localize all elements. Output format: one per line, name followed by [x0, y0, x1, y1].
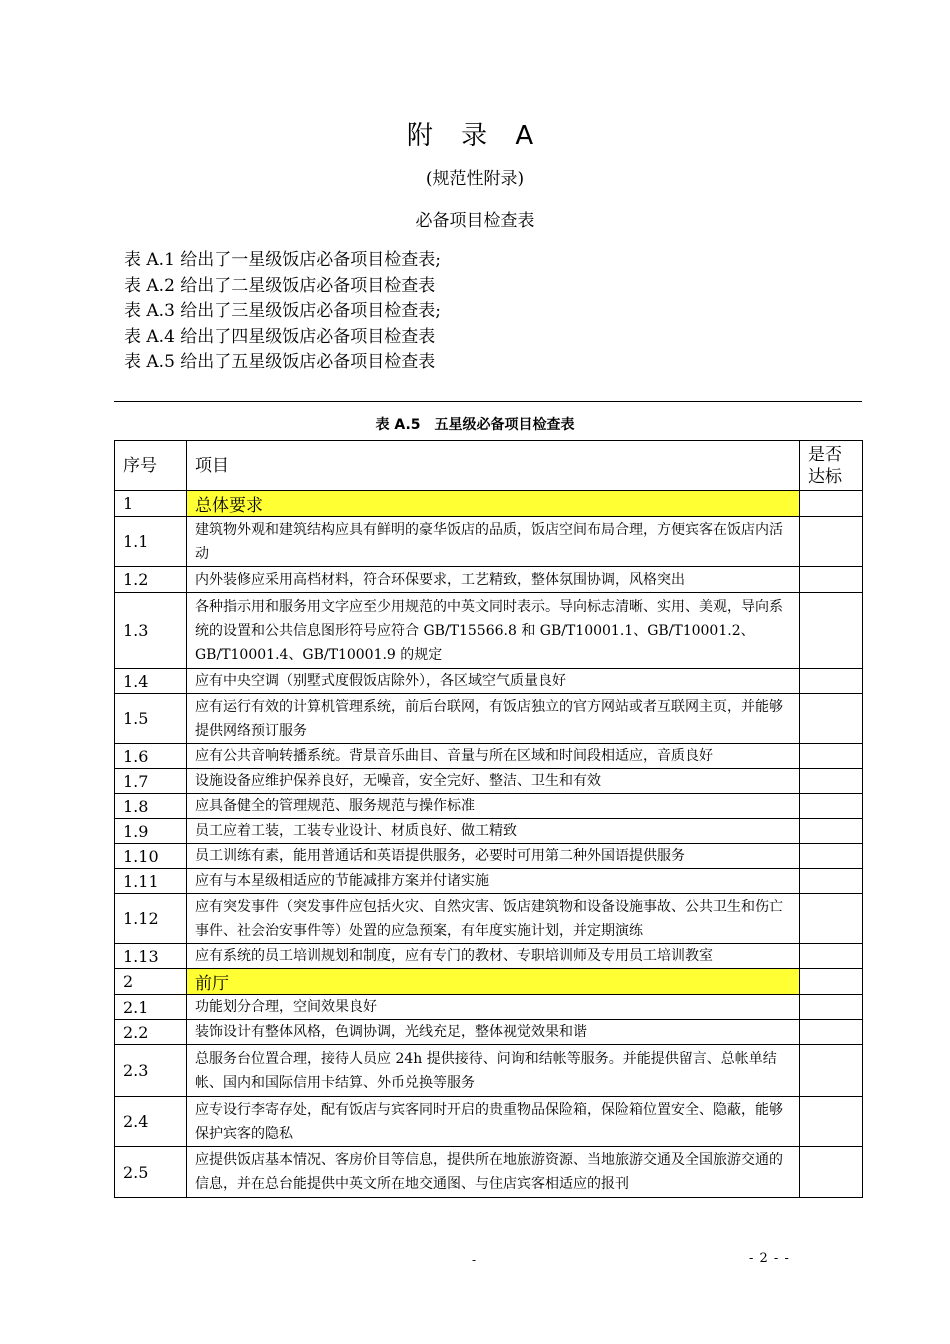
check-cell[interactable] [800, 794, 863, 819]
row-number: 1.8 [115, 794, 187, 819]
row-number: 1.12 [115, 894, 187, 944]
table-row [115, 995, 863, 1020]
header-item: 项目 [187, 441, 800, 491]
table-row [115, 1045, 863, 1097]
section-title: 前厅 [187, 969, 800, 995]
row-text: 总服务台位置合理，接待人员应 24h 提供接待、问询和结帐等服务。并能提供留言、总帐单结帐、国内和国际信用卡结算、外币兑换等服务 [187, 1045, 800, 1097]
row-number: 1.4 [115, 669, 187, 694]
row-text: 员工训练有素，能用普通话和英语提供服务，必要时可用第二种外国语提供服务 [187, 844, 800, 869]
check-cell[interactable] [800, 567, 863, 593]
row-number: 2.4 [115, 1097, 187, 1147]
table-row [115, 844, 863, 869]
check-cell[interactable] [800, 995, 863, 1020]
row-text: 设施设备应维护保养良好，无噪音，安全完好、整洁、卫生和有效 [187, 769, 800, 794]
table-row [115, 894, 863, 944]
check-cell[interactable] [800, 694, 863, 744]
check-cell[interactable] [800, 769, 863, 794]
check-cell[interactable] [800, 593, 863, 669]
check-cell[interactable] [800, 844, 863, 869]
intro-line: 表 A.1 给出了一星级饭店必备项目检查表; [124, 250, 442, 270]
row-number: 1.9 [115, 819, 187, 844]
row-number: 1 [115, 491, 187, 517]
table-row [115, 593, 863, 669]
check-cell[interactable] [800, 1020, 863, 1045]
row-number: 2 [115, 969, 187, 995]
check-cell[interactable] [800, 1045, 863, 1097]
table-row [115, 1147, 863, 1198]
check-cell[interactable] [800, 491, 863, 517]
intro-line: 表 A.5 给出了五星级饭店必备项目检查表 [124, 352, 436, 372]
appendix-title: 附 录 A [406, 121, 544, 151]
check-cell[interactable] [800, 944, 863, 969]
table-row [115, 869, 863, 894]
row-number: 1.1 [115, 517, 187, 567]
row-text: 各种指示用和服务用文字应至少用规范的中英文同时表示。导向标志清晰、实用、美观，导向系统的设置和公共信息图形符号应符合 GB/T15566.8 和 GB/T10001.1、GB/T10001.2、GB/T10001.4、GB/T10001.9 的规定 [187, 593, 800, 669]
row-number: 1.6 [115, 744, 187, 769]
page-number: - 2 - - [749, 1251, 790, 1266]
table-row [115, 944, 863, 969]
appendix-subtitle: (规范性附录) [425, 169, 525, 189]
table-row [115, 1097, 863, 1147]
table-row [115, 1020, 863, 1045]
row-text: 应有与本星级相适应的节能减排方案并付诸实施 [187, 869, 800, 894]
horizontal-rule [114, 401, 862, 402]
check-cell[interactable] [800, 744, 863, 769]
check-cell[interactable] [800, 1097, 863, 1147]
table-row-section [115, 969, 863, 995]
intro-line: 表 A.4 给出了四星级饭店必备项目检查表 [124, 326, 436, 347]
intro-paragraph [124, 248, 441, 376]
check-cell[interactable] [800, 894, 863, 944]
table-row [115, 769, 863, 794]
row-number: 1.13 [115, 944, 187, 969]
table-caption: 表 A.5 五星级必备项目检查表 [375, 417, 575, 433]
row-text: 应有运行有效的计算机管理系统，前后台联网，有饭店独立的官方网站或者互联网主页，并能够提供网络预订服务 [187, 694, 800, 744]
row-text: 装饰设计有整体风格，色调协调，光线充足，整体视觉效果和谐 [187, 1020, 800, 1045]
check-cell[interactable] [800, 517, 863, 567]
row-text: 应有中央空调（别墅式度假饭店除外），各区域空气质量良好 [187, 669, 800, 694]
row-number: 1.3 [115, 593, 187, 669]
table-row [115, 794, 863, 819]
appendix-heading: 必备项目检查表 [415, 211, 535, 231]
row-number: 1.10 [115, 844, 187, 869]
row-text: 应有公共音响转播系统。背景音乐曲目、音量与所在区域和时间段相适应，音质良好 [187, 744, 800, 769]
check-cell[interactable] [800, 869, 863, 894]
row-text: 员工应着工装，工装专业设计、材质良好、做工精致 [187, 819, 800, 844]
footer-dot: - [472, 1253, 477, 1267]
row-text: 应提供饭店基本情况、客房价目等信息，提供所在地旅游资源、当地旅游交通及全国旅游交通的信息，并在总台能提供中英文所在地交通图、与住店宾客相适应的报刊 [187, 1147, 800, 1198]
check-cell[interactable] [800, 819, 863, 844]
header-number: 序号 [115, 441, 187, 491]
section-title: 总体要求 [187, 491, 800, 517]
table-row-section [115, 491, 863, 517]
intro-line: 表 A.2 给出了二星级饭店必备项目检查表 [124, 275, 436, 296]
table-row [115, 567, 863, 593]
row-text: 功能划分合理，空间效果良好 [187, 995, 800, 1020]
check-cell[interactable] [800, 669, 863, 694]
row-text: 应有突发事件（突发事件应包括火灾、自然灾害、饭店建筑物和设备设施事故、公共卫生和伤亡事件、社会治安事件等）处置的应急预案，有年度实施计划，并定期演练 [187, 894, 800, 944]
check-cell[interactable] [800, 969, 863, 995]
row-number: 2.2 [115, 1020, 187, 1045]
row-text: 应具备健全的管理规范、服务规范与操作标准 [187, 794, 800, 819]
row-number: 2.5 [115, 1147, 187, 1198]
row-text: 建筑物外观和建筑结构应具有鲜明的豪华饭店的品质，饭店空间布局合理，方便宾客在饭店内活动 [187, 517, 800, 567]
row-number: 1.5 [115, 694, 187, 744]
intro-line: 表 A.3 给出了三星级饭店必备项目检查表; [124, 301, 442, 321]
header-check: 是否达标 [800, 441, 863, 491]
row-number: 2.1 [115, 995, 187, 1020]
row-number: 1.7 [115, 769, 187, 794]
table-row [115, 669, 863, 694]
table-row [115, 744, 863, 769]
table-header-row [115, 441, 863, 491]
table-row [115, 694, 863, 744]
checklist-table [114, 440, 863, 1198]
row-text: 应专设行李寄存处，配有饭店与宾客同时开启的贵重物品保险箱，保险箱位置安全、隐蔽，能够保护宾客的隐私 [187, 1097, 800, 1147]
row-text: 内外装修应采用高档材料，符合环保要求，工艺精致，整体氛围协调，风格突出 [187, 567, 800, 593]
row-number: 2.3 [115, 1045, 187, 1097]
row-text: 应有系统的员工培训规划和制度，应有专门的教材、专职培训师及专用员工培训教室 [187, 944, 800, 969]
check-cell[interactable] [800, 1147, 863, 1198]
row-number: 1.11 [115, 869, 187, 894]
row-number: 1.2 [115, 567, 187, 593]
table-row [115, 819, 863, 844]
table-row [115, 517, 863, 567]
